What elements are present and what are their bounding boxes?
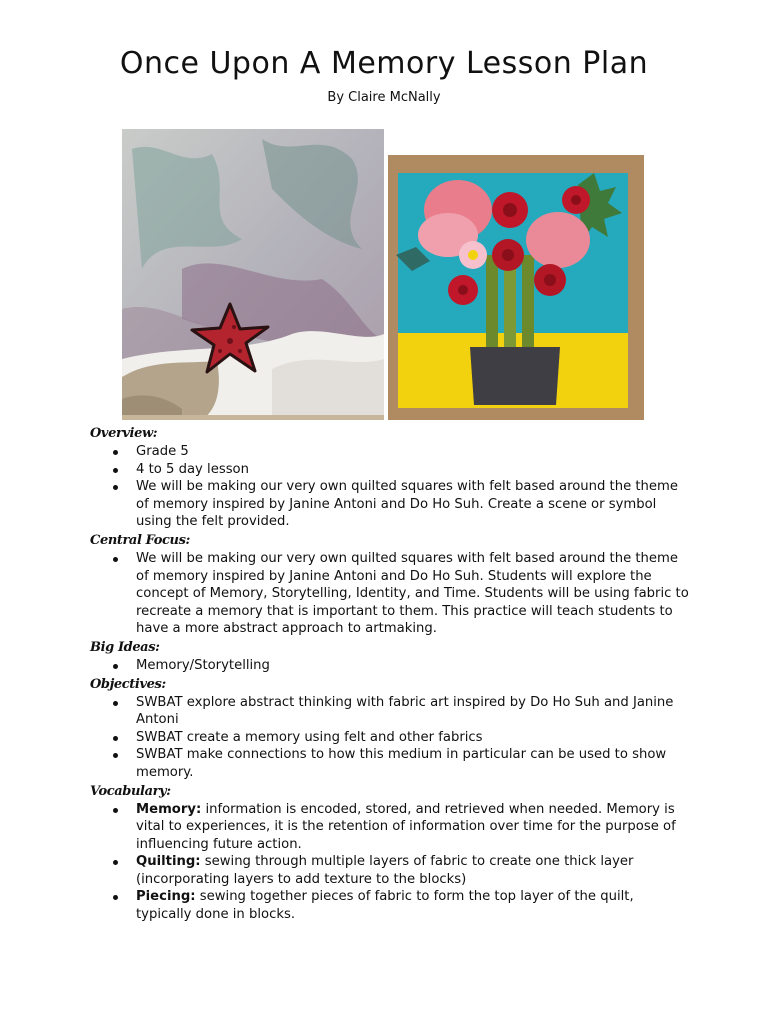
author-byline: By Claire McNally <box>327 90 441 105</box>
central-focus-list <box>90 550 690 638</box>
vocab-item <box>136 853 690 888</box>
vocabulary-list <box>90 801 690 924</box>
list-item: 4 to 5 day lesson <box>136 461 690 479</box>
list-item: SWBAT explore abstract thinking with fabric art inspired by Do Ho Suh and Janine Antoni <box>136 694 690 729</box>
vocab-term: Piecing: <box>136 889 196 905</box>
vocab-item <box>136 801 690 854</box>
vocab-term: Quilting: <box>136 854 201 870</box>
vocab-definition: sewing together pieces of fabric to form the top layer of the quilt, typically done in blocks. <box>136 889 634 923</box>
vocabulary-heading: Vocabulary: <box>90 783 171 799</box>
central-focus-heading: Central Focus: <box>90 532 190 548</box>
page-title: Once Upon A Memory Lesson Plan <box>119 46 649 81</box>
big-ideas-heading: Big Ideas: <box>90 639 160 655</box>
overview-heading: Overview: <box>90 426 158 441</box>
vocab-definition: sewing through multiple layers of fabric to create one thick layer (incorporating layers to add texture to the blocks) <box>136 854 634 887</box>
list-item: We will be making our very own quilted squares with felt based around the theme of memory inspired by Janine Antoni and Do Ho Suh. Create a scene or symbol using the felt provided. <box>136 478 690 531</box>
rose-quilt-photo <box>388 155 644 420</box>
starfish-fabric-photo <box>122 129 384 420</box>
list-item: SWBAT make connections to how this medium in particular can be used to show memory. <box>136 746 690 781</box>
objectives-list <box>90 694 690 782</box>
list-item: Grade 5 <box>136 443 690 461</box>
overview-list <box>90 443 690 531</box>
vocab-item <box>136 888 690 923</box>
list-item: SWBAT create a memory using felt and other fabrics <box>136 729 690 747</box>
list-item: Memory/Storytelling <box>136 657 690 675</box>
vocab-term: Memory: <box>136 801 202 817</box>
list-item: We will be making our very own quilted squares with felt based around the theme of memory inspired by Janine Antoni and Do Ho Suh. Students will explore the concept of Memory, Storytelling, Identity, and Time. Students will be using fabric to recreate a memory that is important to them. This practice will teach students to have a more abstract approach to artmaking. <box>136 550 689 637</box>
objectives-heading: Objectives: <box>90 676 166 692</box>
big-ideas-list <box>90 657 690 675</box>
lesson-content <box>90 424 690 924</box>
vocab-definition: information is encoded, stored, and retrieved when needed. Memory is vital to experiences, it is the retention of information over time for the purpose of influencing future action. <box>136 801 676 852</box>
